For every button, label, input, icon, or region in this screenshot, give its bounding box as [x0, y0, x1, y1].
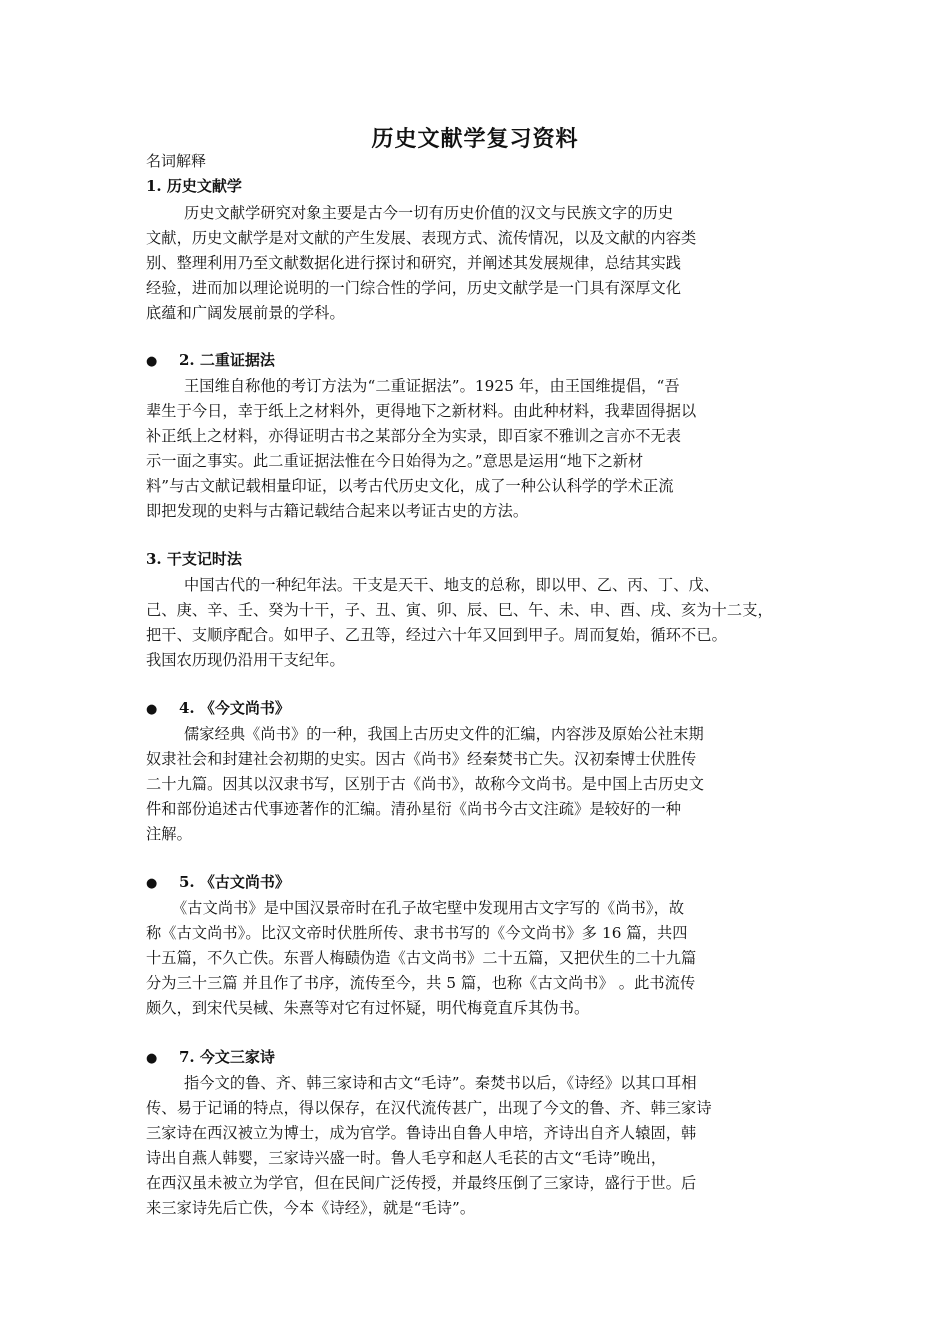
paragraph-line: 己、庚、辛、壬、癸为十干，子、丑、寅、卯、辰、巳、午、未、申、酉、戌、亥为十二支， — [146, 601, 773, 619]
paragraph-line: 经验，进而加以理论说明的一门综合性的学问，历史文献学是一门具有深厚文化 — [146, 279, 682, 297]
paragraph-line: 辈生于今日，幸于纸上之材料外，更得地下之新材料。由此种材料，我辈固得据以 — [146, 402, 697, 420]
section-heading-text: 3. 干支记时法 — [146, 550, 242, 568]
paragraph-line: 我国农历现仍沿用干支纪年。 — [146, 651, 345, 669]
paragraph-line: 传、易于记诵的特点，得以保存，在汉代流传甚广，出现了今文的鲁、齐、韩三家诗 — [146, 1099, 712, 1117]
section-heading-text: 7. 今文三家诗 — [179, 1048, 275, 1066]
section-heading — [146, 872, 290, 894]
paragraph-line: 中国古代的一种纪年法。干支是天干、地支的总称，即以甲、乙、丙、丁、戊、 — [184, 576, 720, 594]
paragraph-line: 二十九篇。因其以汉隶书写，区别于古《尚书》，故称今文尚书。是中国上古历史文 — [146, 775, 705, 793]
paragraph-line: 诗出自燕人韩婴，三家诗兴盛一时。鲁人毛亨和赵人毛苌的古文“毛诗”晚出， — [146, 1149, 667, 1167]
bullet-icon: ● — [146, 876, 158, 891]
paragraph-line: 王国维自称他的考订方法为“二重证据法”。1925 年，由王国维提倡，“吾 — [184, 377, 680, 395]
section-paragraph — [146, 201, 810, 326]
section-heading-text: 4. 《今文尚书》 — [179, 699, 290, 717]
paragraph-line: 奴隶社会和封建社会初期的史实。因古《尚书》经秦焚书亡失。汉初秦博士伏胜传 — [146, 750, 697, 768]
section-paragraph — [146, 374, 810, 524]
paragraph-line: 《古文尚书》是中国汉景帝时在孔子故宅壁中发现用古文字写的《尚书》，故 — [172, 899, 685, 917]
paragraph-line: 三家诗在西汉被立为博士，成为官学。鲁诗出自鲁人申培，齐诗出自齐人辕固，韩 — [146, 1124, 697, 1142]
paragraph-line: 颇久，到宋代吴棫、朱熹等对它有过怀疑，明代梅竟直斥其伪书。 — [146, 999, 590, 1017]
section-paragraph — [146, 573, 810, 673]
paragraph-line: 补正纸上之材料，亦得证明古书之某部分全为实录，即百家不雅训之言亦不无表 — [146, 427, 682, 445]
section-heading — [146, 176, 242, 196]
section-heading-text: 5. 《古文尚书》 — [179, 873, 290, 891]
paragraph-line: 来三家诗先后亡佚，今本《诗经》，就是“毛诗”。 — [146, 1199, 476, 1217]
section-heading — [146, 698, 290, 720]
paragraph-line: 示一面之事实。此二重证据法惟在今日始得为之。”意思是运用“地下之新材 — [146, 452, 644, 470]
paragraph-line: 别、整理利用乃至文献数据化进行探讨和研究，并阐述其发展规律，总结其实践 — [146, 254, 682, 272]
paragraph-line: 指今文的鲁、齐、韩三家诗和古文“毛诗”。秦焚书以后，《诗经》以其口耳相 — [184, 1074, 697, 1092]
paragraph-line: 儒家经典《尚书》的一种，我国上古历史文件的汇编，内容涉及原始公社末期 — [184, 725, 704, 743]
section-heading-text: 2. 二重证据法 — [179, 351, 275, 369]
paragraph-line: 称《古文尚书》。比汉文帝时伏胜所传、隶书书写的《今文尚书》多 16 篇，共四 — [146, 924, 688, 942]
bullet-icon: ● — [146, 702, 158, 717]
paragraph-line: 底蕴和广阔发展前景的学科。 — [146, 304, 345, 322]
paragraph-line: 注解。 — [146, 825, 192, 843]
paragraph-line: 料”与古文献记载相量印证，以考古代历史文化，成了一种公认科学的学术正流 — [146, 477, 674, 495]
section-heading-text: 1. 历史文献学 — [146, 177, 242, 195]
bullet-icon: ● — [146, 1051, 158, 1066]
section-paragraph — [146, 722, 810, 847]
paragraph-line: 历史文献学研究对象主要是古今一切有历史价值的汉文与民族文字的历史 — [184, 204, 674, 222]
section-paragraph — [146, 896, 810, 1021]
paragraph-line: 件和部份追述古代事迹著作的汇编。清孙星衍《尚书今古文注疏》是较好的一种 — [146, 800, 682, 818]
paragraph-line: 文献，历史文献学是对文献的产生发展、表现方式、流传情况，以及文献的内容类 — [146, 229, 697, 247]
section-paragraph — [146, 1071, 810, 1221]
bullet-icon: ● — [146, 354, 158, 369]
paragraph-line: 分为三十三篇 并且作了书序，流传至今，共 5 篇，也称《古文尚书》 。此书流传 — [146, 974, 696, 992]
paragraph-line: 把干、支顺序配合。如甲子、乙丑等，经过六十年又回到甲子。周而复始，循环不已。 — [146, 626, 727, 644]
paragraph-line: 即把发现的史料与古籍记载结合起来以考证古史的方法。 — [146, 502, 529, 520]
section-heading — [146, 1047, 275, 1069]
subtitle: 名词解释 — [146, 152, 207, 170]
section-heading — [146, 549, 242, 569]
page-title: 历史文献学复习资料 — [371, 126, 579, 152]
paragraph-line: 十五篇，不久亡佚。东晋人梅赜伪造《古文尚书》二十五篇，又把伏生的二十九篇 — [146, 949, 697, 967]
paragraph-line: 在西汉虽未被立为学官，但在民间广泛传授，并最终压倒了三家诗，盛行于世。后 — [146, 1174, 697, 1192]
section-heading — [146, 350, 275, 372]
